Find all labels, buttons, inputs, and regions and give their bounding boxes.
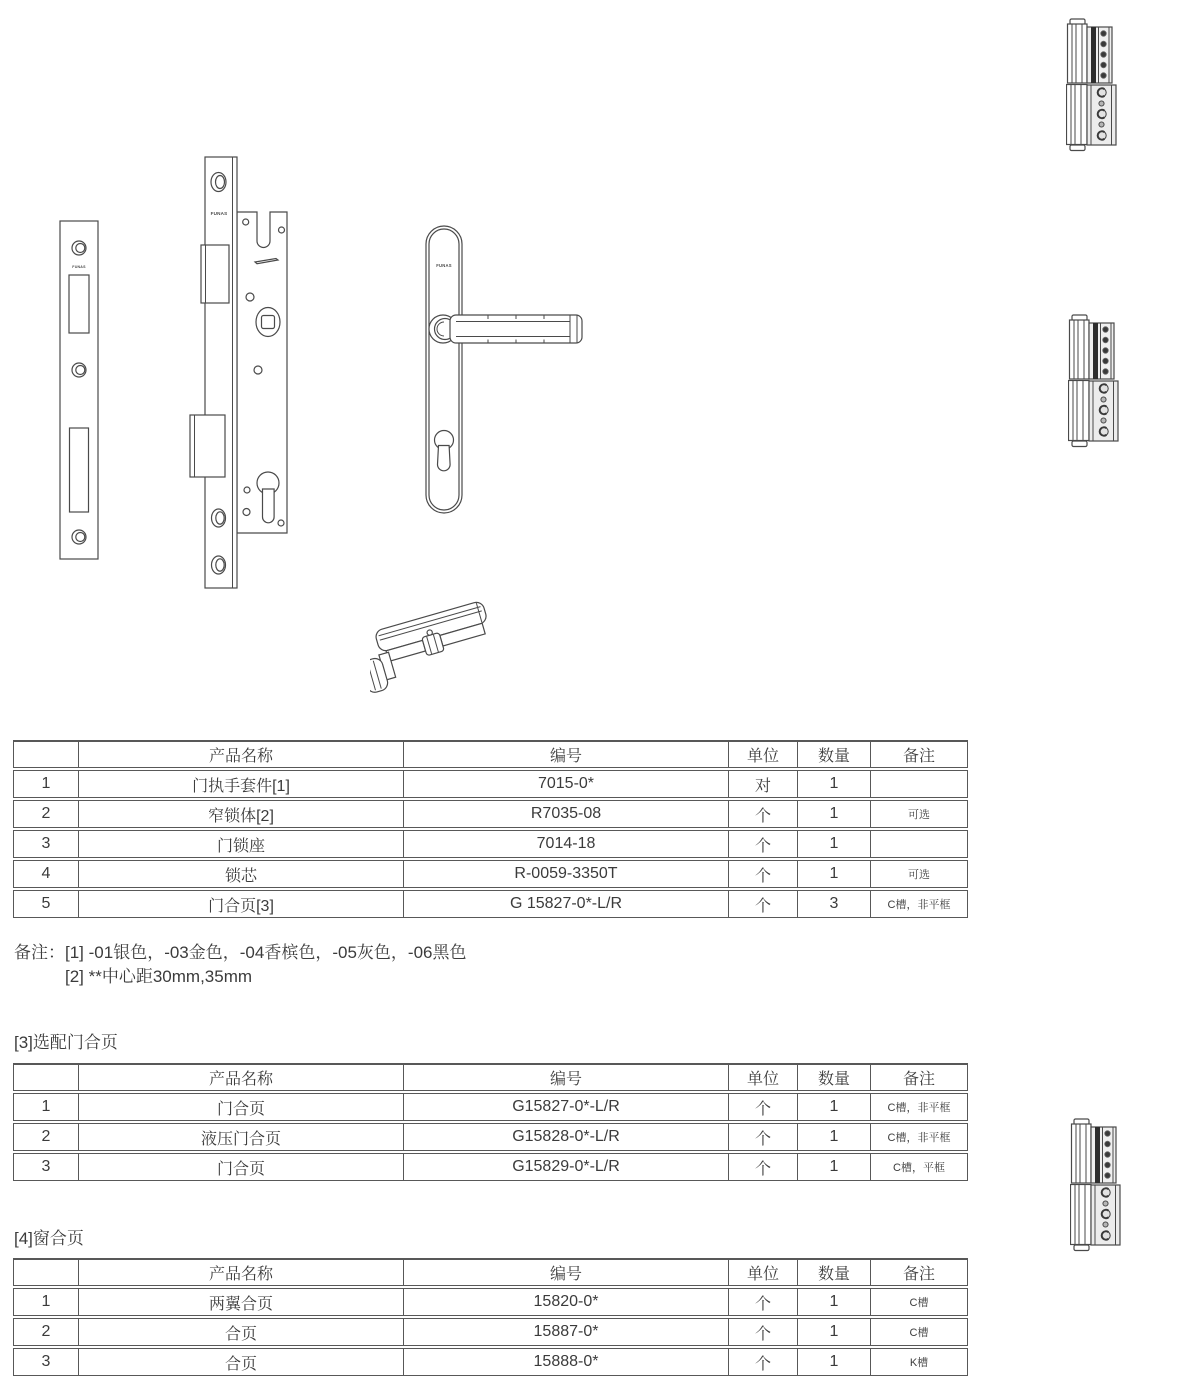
cell-index: 4 <box>41 865 51 882</box>
table-row <box>13 1093 968 1121</box>
optional-door-hinge-table <box>13 1063 968 1183</box>
note-line-2: [2] **中心距30mm,35mm <box>65 967 253 986</box>
table-row <box>13 1153 968 1181</box>
cell-qty: 1 <box>797 1319 870 1345</box>
cell-product-name: 门合页 <box>78 1154 403 1180</box>
cell-index: 2 <box>41 805 51 822</box>
table-row <box>13 830 968 858</box>
cell-code: G15827-0*-L/R <box>403 1094 728 1120</box>
table-header-row <box>13 1258 968 1286</box>
cell-product-name: 合页 <box>78 1319 403 1345</box>
header-remark: 备注 <box>870 1065 967 1090</box>
cell-code: G15828-0*-L/R <box>403 1124 728 1150</box>
cell-qty: 1 <box>797 861 870 887</box>
cell-index: 2 <box>41 1128 51 1145</box>
cell-qty: 1 <box>797 771 870 797</box>
notes-label: 备注： <box>14 943 65 962</box>
cell-qty: 1 <box>797 1124 870 1150</box>
header-code: 编号 <box>403 1065 728 1090</box>
brand-logo-text: FUNAS <box>436 263 452 268</box>
table-header-row <box>13 1063 968 1091</box>
header-qty: 数量 <box>797 1065 870 1090</box>
header-remark: 备注 <box>870 1260 967 1285</box>
table-row <box>13 1348 968 1376</box>
section4-heading: [4]窗合页 <box>14 1229 84 1248</box>
cell-unit: 个 <box>728 1094 797 1120</box>
table-row <box>13 1123 968 1151</box>
cell-code: 15820-0* <box>403 1289 728 1315</box>
table-row <box>13 1288 968 1316</box>
table-row <box>13 800 968 828</box>
parts-table <box>13 740 968 920</box>
strike-plate-drawing <box>58 219 100 561</box>
cell-qty: 3 <box>797 891 870 917</box>
brand-logo-text: FUNAS <box>210 211 228 216</box>
cell-index: 3 <box>41 835 51 852</box>
cell-index: 3 <box>41 1158 51 1175</box>
cell-code: 15887-0* <box>403 1319 728 1345</box>
cell-remark: 可选 <box>870 861 967 887</box>
lock-body-drawing <box>188 155 291 590</box>
cell-index: 3 <box>41 1353 51 1370</box>
cell-unit: 个 <box>728 1124 797 1150</box>
note-line-1: [1] -01银色，-03金色，-04香槟色，-05灰色，-06黑色 <box>65 943 467 962</box>
cell-qty: 1 <box>797 1094 870 1120</box>
cell-remark <box>870 831 967 857</box>
cell-product-name: 两翼合页 <box>78 1289 403 1315</box>
cell-remark: C槽 <box>870 1289 967 1315</box>
cell-unit: 个 <box>728 1319 797 1345</box>
cell-code: 15888-0* <box>403 1349 728 1375</box>
header-index <box>14 742 78 767</box>
cell-code: G15829-0*-L/R <box>403 1154 728 1180</box>
cell-index: 5 <box>41 895 51 912</box>
header-product-name: 产品名称 <box>78 742 403 767</box>
cell-index: 1 <box>41 1293 51 1310</box>
cell-remark <box>870 771 967 797</box>
cell-code: 7015-0* <box>403 771 728 797</box>
cell-qty: 1 <box>797 1289 870 1315</box>
cell-product-name: 锁芯 <box>78 861 403 887</box>
notes <box>14 941 466 989</box>
cell-code: 7014-18 <box>403 831 728 857</box>
cell-remark: K槽 <box>870 1349 967 1375</box>
cell-remark: C槽 <box>870 1319 967 1345</box>
cell-remark: 可选 <box>870 801 967 827</box>
cell-product-name: 门合页[3] <box>78 891 403 917</box>
header-unit: 单位 <box>728 1260 797 1285</box>
cell-unit: 个 <box>728 831 797 857</box>
header-product-name: 产品名称 <box>78 1065 403 1090</box>
cell-product-name: 门合页 <box>78 1094 403 1120</box>
cell-code: R-0059-3350T <box>403 861 728 887</box>
header-index <box>14 1065 78 1090</box>
door-handle-drawing <box>420 222 588 518</box>
cell-qty: 1 <box>797 1154 870 1180</box>
header-qty: 数量 <box>797 742 870 767</box>
door-hinge-drawing-3 <box>1070 1118 1122 1252</box>
cell-remark: C槽，非平框 <box>870 1094 967 1120</box>
header-qty: 数量 <box>797 1260 870 1285</box>
cell-unit: 个 <box>728 1349 797 1375</box>
cell-qty: 1 <box>797 801 870 827</box>
cell-product-name: 门锁座 <box>78 831 403 857</box>
cell-index: 1 <box>41 775 51 792</box>
table-row <box>13 1318 968 1346</box>
cell-unit: 个 <box>728 861 797 887</box>
table-row <box>13 770 968 798</box>
cell-unit: 个 <box>728 1289 797 1315</box>
table-header-row <box>13 740 968 768</box>
cell-code: G 15827-0*-L/R <box>403 891 728 917</box>
header-code: 编号 <box>403 742 728 767</box>
cell-product-name: 窄锁体[2] <box>78 801 403 827</box>
window-hinge-table <box>13 1258 968 1378</box>
cell-qty: 1 <box>797 1349 870 1375</box>
brand-logo-text: FUNAS <box>72 265 86 269</box>
cell-product-name: 合页 <box>78 1349 403 1375</box>
cell-unit: 个 <box>728 801 797 827</box>
header-index <box>14 1260 78 1285</box>
cell-index: 2 <box>41 1323 51 1340</box>
cell-product-name: 门执手套件[1] <box>78 771 403 797</box>
cell-qty: 1 <box>797 831 870 857</box>
cell-index: 1 <box>41 1098 51 1115</box>
door-hinge-drawing-2 <box>1068 314 1120 448</box>
header-remark: 备注 <box>870 742 967 767</box>
cell-unit: 个 <box>728 1154 797 1180</box>
table-row <box>13 890 968 918</box>
cell-remark: C槽，平框 <box>870 1154 967 1180</box>
lock-cylinder-drawing <box>370 598 515 716</box>
header-product-name: 产品名称 <box>78 1260 403 1285</box>
cell-code: R7035-08 <box>403 801 728 827</box>
door-hinge-drawing-1 <box>1066 18 1118 152</box>
cell-product-name: 液压门合页 <box>78 1124 403 1150</box>
header-code: 编号 <box>403 1260 728 1285</box>
cell-unit: 个 <box>728 891 797 917</box>
header-unit: 单位 <box>728 1065 797 1090</box>
header-unit: 单位 <box>728 742 797 767</box>
cell-unit: 对 <box>728 771 797 797</box>
cell-remark: C槽，非平框 <box>870 891 967 917</box>
section3-heading: [3]选配门合页 <box>14 1033 118 1052</box>
table-row <box>13 860 968 888</box>
cell-remark: C槽，非平框 <box>870 1124 967 1150</box>
